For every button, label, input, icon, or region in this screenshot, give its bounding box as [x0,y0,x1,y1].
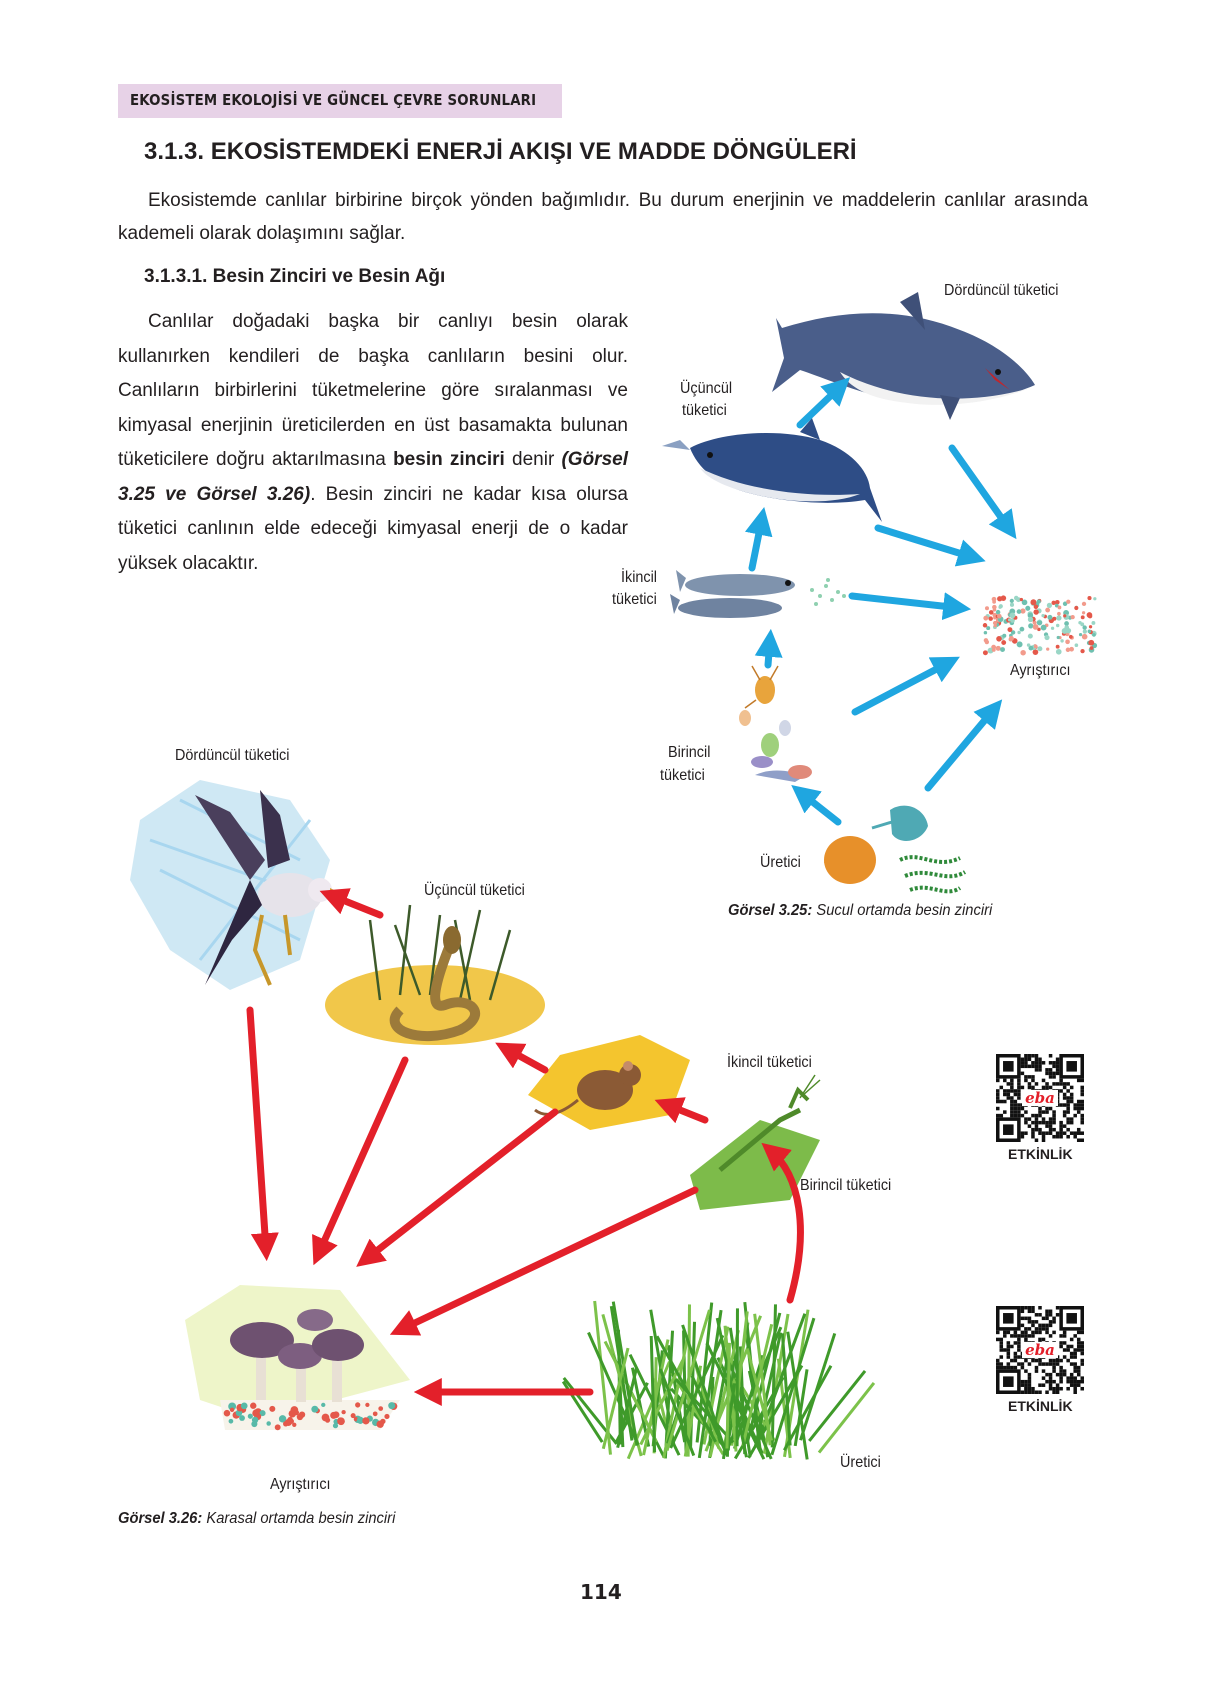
aquatic-tertiary-label-2: tüketici [682,402,727,419]
terrestrial-caption-text: Karasal ortamda besin zinciri [202,1510,396,1527]
mushroom-illustration [185,1285,410,1430]
para-part-1: Canlılar doğadaki başka bir canlıyı besin olarak kullanırken kendileri de başka canlıların besini olur. Canlıların birbirlerini tüketmelerine göre sıralanması ve kimyasal enerjinin üreticilerden en üst basamakta bulunan tüketicilere doğru aktarılmasına [118,311,628,470]
para-part-2: denir [504,449,562,470]
qr-code-2[interactable] [996,1306,1084,1399]
page-number: 114 [580,1580,622,1604]
aquatic-decomposer-label: Ayrıştırıcı [1010,662,1071,679]
svg-text:eba: eba [1025,1089,1055,1107]
qr-code-icon [996,1306,1084,1394]
para-figure-ref: (Görsel 3.25 ve Görsel 3.26) [118,449,628,505]
phytoplankton-illustration [824,806,965,892]
aquatic-producer-label: Üretici [760,854,801,871]
terrestrial-tertiary-label: Üçüncül tüketici [424,882,525,899]
aquatic-caption-text: Sucul ortamda besin zinciri [812,902,993,919]
svg-text:eba: eba [1025,1341,1055,1359]
shark-illustration [772,292,1035,420]
zooplankton-illustration [739,666,812,782]
section-title: 3.1.3. EKOSİSTEMDEKİ ENERJİ AKIŞI VE MADDE DÖNGÜLERİ [144,138,857,165]
qr-code-1[interactable] [996,1054,1084,1147]
small-fish-illustration [670,570,846,618]
qr-label-1: ETKİNLİK [1008,1146,1073,1162]
para-bold-term: besin zinciri [393,449,505,470]
header-band-text: EKOSİSTEM EKOLOJİSİ VE GÜNCEL ÇEVRE SORUNLARI [130,91,537,109]
aquatic-primary-label-1: Birincil [668,744,711,761]
aquatic-secondary-label-2: tüketici [612,591,657,608]
aquatic-caption-label: Görsel 3.25: [728,902,813,919]
tuna-illustration [662,418,882,522]
subsection-title: 3.1.3.1. Besin Zinciri ve Besin Ağı [144,266,446,287]
terrestrial-caption [118,1510,395,1528]
aquatic-quaternary-label: Dördüncül tüketici [944,282,1059,299]
terrestrial-decomposer-label: Ayrıştırıcı [270,1476,331,1493]
para-part-3: . Besin zinciri ne kadar kısa olursa tüketici canlının elde edeceği kimyasal enerji de o kadar yüksek olacaktır. [118,483,628,574]
terrestrial-producer-label: Üretici [840,1454,881,1471]
grass-illustration [563,1301,874,1459]
terrestrial-primary-label: Birincil tüketici [800,1177,892,1194]
aquatic-decomposer-illustration [983,595,1097,655]
terrestrial-quaternary-label: Dördüncül tüketici [175,747,290,764]
terrestrial-secondary-label: İkincil tüketici [727,1054,812,1071]
aquatic-tertiary-label-1: Üçüncül [680,380,733,397]
snake-illustration [325,905,545,1045]
intro-paragraph: Ekosistemde canlılar birbirine birçok yönden bağımlıdır. Bu durum enerjinin ve maddelerin canlılar arasında kademeli olarak dolaşımını sağlar. [118,190,1088,244]
qr-code-icon [996,1054,1084,1142]
aquatic-caption [728,902,992,920]
aquatic-secondary-label-1: İkincil [621,569,658,586]
aquatic-primary-label-2: tüketici [660,767,705,784]
terrestrial-caption-label: Görsel 3.26: [118,1510,203,1527]
qr-label-2: ETKİNLİK [1008,1398,1073,1414]
